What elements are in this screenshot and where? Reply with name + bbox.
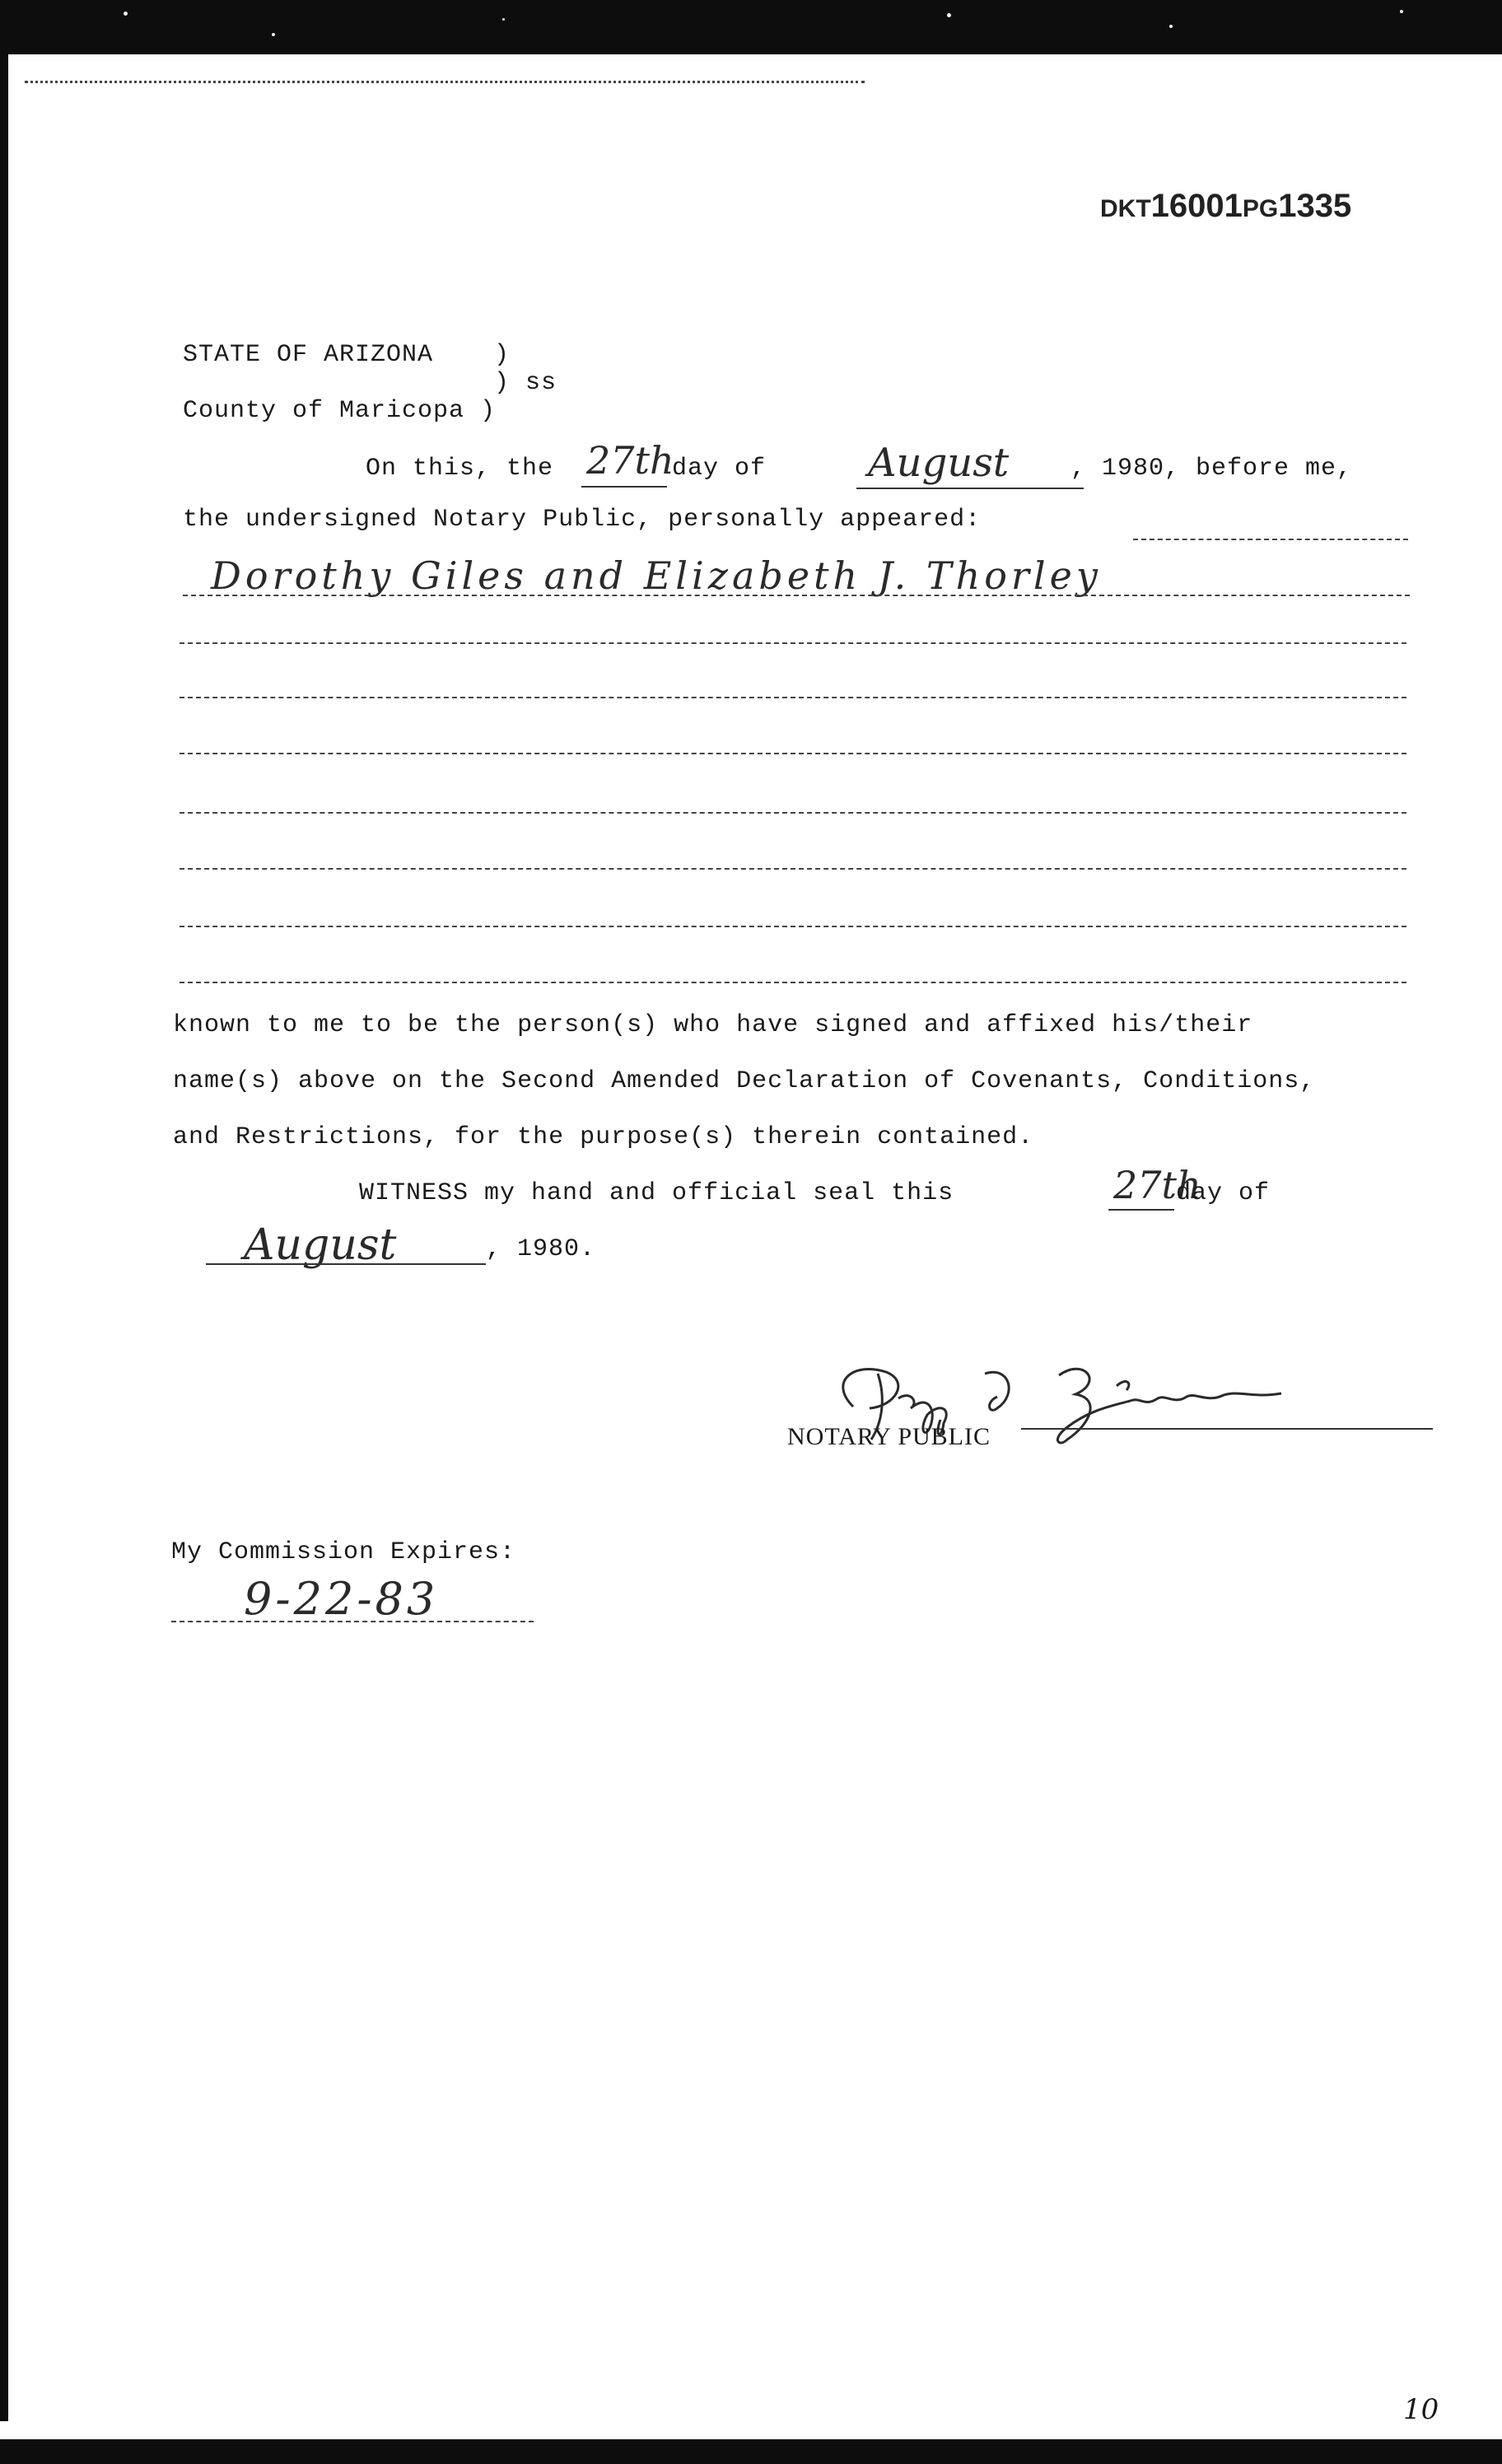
ack-month-handwritten: August	[868, 440, 1010, 486]
venue-county: County of Maricopa )	[183, 397, 497, 425]
ack-day-underline	[581, 486, 667, 488]
ack-year-before: , 1980, before me,	[1071, 455, 1353, 483]
blank-line	[180, 697, 1406, 698]
ack-appeared: the undersigned Notary Public, personally appeared:	[183, 506, 982, 534]
blank-line	[180, 926, 1406, 927]
notary-signature-line	[1021, 1428, 1433, 1430]
commission-date-line	[171, 1621, 534, 1622]
scan-artifact-line	[25, 81, 865, 83]
scan-border-top	[0, 0, 1502, 54]
commission-label: My Commission Expires:	[171, 1538, 516, 1566]
scan-border-bottom	[0, 2439, 1502, 2464]
ack-day-of: day of	[672, 455, 767, 483]
ack-appeared-line	[1133, 539, 1408, 540]
venue-ss: ) ss	[494, 369, 557, 397]
ack-known-line-2: name(s) above on the Second Amended Declaration of Covenants, Conditions,	[173, 1067, 1316, 1095]
witness-day-handwritten: 27th	[1113, 1163, 1201, 1207]
blank-line	[180, 868, 1406, 870]
scan-border-left	[0, 49, 8, 2421]
witness-day-underline	[1108, 1209, 1174, 1211]
venue-paren: )	[494, 341, 511, 369]
ack-known-line-3: and Restrictions, for the purpose(s) therein contained.	[173, 1123, 1034, 1151]
ack-month-underline	[856, 488, 1084, 489]
witness-year: , 1980.	[486, 1235, 596, 1263]
ack-persons-handwritten: Dorothy Giles and Elizabeth J. Thorley	[211, 553, 1102, 598]
docket-number: DKT16001PG1335	[1100, 188, 1352, 224]
notary-public-label: NOTARY PUBLIC	[787, 1423, 991, 1450]
blank-line	[180, 812, 1406, 814]
blank-line	[180, 982, 1406, 983]
blank-line	[180, 642, 1406, 644]
venue-state: STATE OF ARIZONA	[183, 341, 434, 369]
witness-month-underline	[206, 1263, 486, 1265]
ack-persons-line	[183, 595, 1410, 596]
commission-date-handwritten: 9-22-83	[244, 1573, 439, 1625]
blank-line	[180, 753, 1406, 754]
witness-day-of: day of	[1176, 1179, 1271, 1207]
witness-month-handwritten: August	[244, 1220, 397, 1270]
ack-known-line-1: known to me to be the person(s) who have signed and affixed his/their	[173, 1011, 1253, 1039]
ack-intro: On this, the	[366, 455, 554, 483]
witness-text: WITNESS my hand and official seal this	[359, 1179, 954, 1207]
page-number-mark: 10	[1403, 2393, 1439, 2426]
ack-day-handwritten: 27th	[586, 438, 674, 483]
